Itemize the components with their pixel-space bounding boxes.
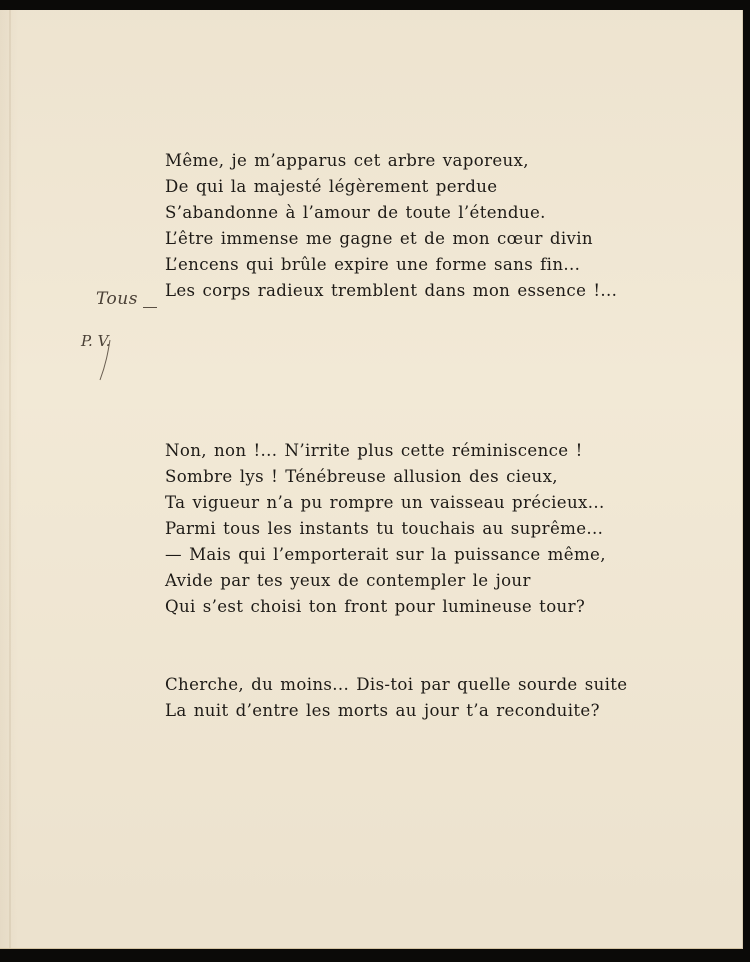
verse-line: Qui s’est choisi ton front pour lumineuse tour? <box>165 597 586 616</box>
verse-line: Ta vigueur n’a pu rompre un vaisseau précieux... <box>165 493 605 512</box>
stanza-2 <box>165 438 606 620</box>
verse-line: Cherche, du moins... Dis-toi par quelle sourde suite <box>165 675 628 694</box>
margin-correction-note: Tous <box>96 289 138 309</box>
verse-line: — Mais qui l’emporterait sur la puissance même, <box>165 545 606 564</box>
margin-initials-note: P. V. <box>81 332 111 350</box>
verse-line: Sombre lys ! Ténébreuse allusion des cieux, <box>165 467 558 486</box>
margin-pen-stroke <box>80 326 120 386</box>
verse-line: De qui la majesté légèrement perdue <box>165 177 498 196</box>
verse-line: L’encens qui brûle expire une forme sans fin... <box>165 255 581 274</box>
book-page <box>0 10 743 949</box>
page-gutter <box>9 10 11 948</box>
margin-dash-mark <box>143 307 157 308</box>
verse-line: La nuit d’entre les morts au jour t’a reconduite? <box>165 701 600 720</box>
verse-line: Non, non !... N’irrite plus cette réminiscence ! <box>165 441 583 460</box>
verse-line: Même, je m’apparus cet arbre vaporeux, <box>165 151 529 170</box>
verse-line: S’abandonne à l’amour de toute l’étendue. <box>165 203 546 222</box>
verse-line: L’être immense me gagne et de mon cœur divin <box>165 229 593 248</box>
stanza-3 <box>165 672 627 724</box>
stanza-1 <box>165 148 617 304</box>
verse-line: Les corps radieux tremblent dans mon essence !... <box>165 281 618 300</box>
verse-line: Parmi tous les instants tu touchais au suprême... <box>165 519 604 538</box>
verse-line: Avide par tes yeux de contempler le jour <box>165 571 531 590</box>
